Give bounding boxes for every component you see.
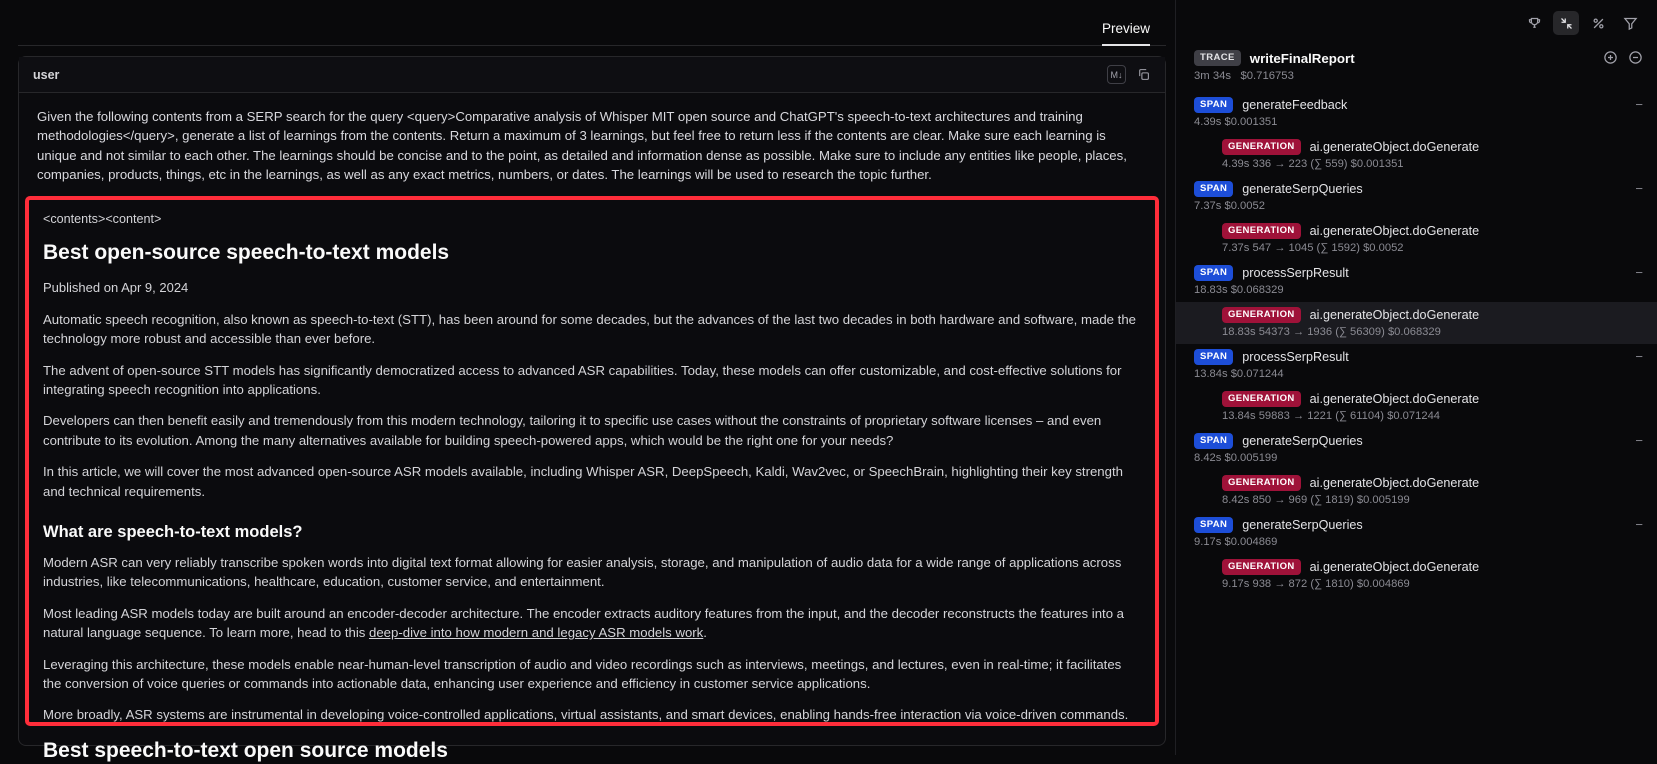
trace-node-span[interactable] [1176,176,1657,218]
node-collapse-toggle[interactable]: − [1635,97,1643,112]
message-role-label: user [33,67,60,82]
span-badge: SPAN [1194,265,1233,281]
trace-node-generation[interactable] [1176,218,1657,260]
trace-node-span[interactable] [1176,512,1657,554]
span-badge: SPAN [1194,517,1233,533]
tab-preview[interactable]: Preview [1102,21,1150,46]
trace-node-meta: 8.42s $0.005199 [1194,452,1278,464]
trace-tree[interactable] [1176,92,1657,755]
trace-node-meta: 7.37s 547 → 1045 (∑ 1592) $0.0052 [1222,242,1404,254]
trophy-icon[interactable] [1521,11,1547,35]
node-collapse-toggle[interactable]: − [1635,181,1643,196]
article-content [43,239,1141,763]
trace-node-meta: 9.17s $0.004869 [1194,536,1278,548]
trace-node-generation[interactable] [1176,470,1657,512]
trace-node-meta: 18.83s 54373 → 1936 (∑ 56309) $0.068329 [1222,326,1441,338]
article-paragraph: In this article, we will cover the most advanced open-source ASR models available, including Whisper ASR, DeepSpeech, Kaldi, Wav2vec, or SpeechBrain, highlighting their key strength and technical requirements. [43,464,1123,499]
trace-node-name: ai.generateObject.doGenerate [1309,308,1480,322]
trace-duration: 3m 34s [1194,70,1232,82]
paragraph-text: Most leading ASR models today are built around an encoder-decoder architecture. The encoder extracts auditory features from the input, and the decoder reconstructs the features into a natural language sequence. To learn more, head to this [43,605,1125,641]
trace-node-name: processSerpResult [1242,350,1349,364]
content-open-tag: <contents><content> [43,212,162,227]
generation-badge: GENERATION [1222,391,1301,407]
copy-icon[interactable] [1134,65,1153,84]
trace-meta [1194,70,1643,82]
trace-node-meta: 9.17s 938 → 872 (∑ 1810) $0.004869 [1222,578,1410,590]
generation-badge: GENERATION [1222,223,1301,239]
trace-cost: $0.716753 [1240,70,1294,82]
trace-node-meta: 4.39s $0.001351 [1194,116,1278,128]
article-paragraph: Automatic speech recognition, also known as speech-to-text (STT), has been around for some decades, but the advances of the last two decades in both hardware and software, made the technology more robust and accessible than ever before. [43,311,1136,347]
generation-badge: GENERATION [1222,139,1301,155]
node-collapse-toggle[interactable]: − [1635,349,1643,364]
filter-icon[interactable] [1617,11,1643,35]
trace-header-actions [1603,50,1643,70]
node-collapse-toggle[interactable]: − [1635,433,1643,448]
trace-node-generation[interactable] [1176,134,1657,176]
asr-deep-dive-link[interactable]: deep-dive into how modern and legacy ASR models work [369,625,704,641]
node-collapse-toggle[interactable]: − [1635,517,1643,532]
trace-node-name: processSerpResult [1242,266,1349,280]
trace-node-meta: 7.37s $0.0052 [1194,200,1265,212]
trace-title-row [1194,50,1643,66]
highlighted-content-region [25,196,1159,762]
trace-header [1176,46,1657,92]
trace-node-name: generateSerpQueries [1242,518,1363,532]
message-header-actions [1107,65,1153,84]
markdown-icon[interactable]: M↓ [1107,65,1126,84]
article-published-date: Published on Apr 9, 2024 [43,280,189,296]
percent-icon[interactable] [1585,11,1611,35]
message-card [18,56,1166,762]
trace-node-meta: 4.39s 336 → 223 (∑ 559) $0.001351 [1222,158,1404,170]
trace-node-span[interactable] [1176,260,1657,302]
span-badge: SPAN [1194,433,1233,449]
trace-node-meta: 13.84s 59883 → 1221 (∑ 61104) $0.071244 [1222,410,1441,422]
article-title: Best open-source speech-to-text models [43,241,450,265]
node-collapse-toggle[interactable]: − [1635,265,1643,280]
trace-badge: TRACE [1194,50,1241,66]
zoom-in-icon[interactable] [1603,50,1618,70]
preview-tab-bar [18,8,1166,46]
trace-node-name: generateSerpQueries [1242,434,1363,448]
zoom-out-icon[interactable] [1628,50,1643,70]
trace-pane [1175,0,1657,755]
trace-node-span[interactable] [1176,344,1657,386]
generation-badge: GENERATION [1222,559,1301,575]
trace-node-meta: 13.84s $0.071244 [1194,368,1284,380]
trace-node-name: generateSerpQueries [1242,182,1363,196]
trace-node-name: ai.generateObject.doGenerate [1309,560,1480,574]
generation-badge: GENERATION [1222,475,1301,491]
trace-node-name: generateFeedback [1242,98,1348,112]
span-badge: SPAN [1194,349,1233,365]
message-body [19,93,1165,762]
trace-node-generation[interactable] [1176,386,1657,428]
article-section-heading: What are speech-to-text models? [43,523,303,542]
trace-toolbar [1176,0,1657,46]
article-paragraph: The advent of open-source STT models has significantly democratized access to advanced ASR capabilities. Today, these models can offer customizable, and cost-effective solutions for integrating speech recognition into applications. [43,362,1122,397]
collapse-icon[interactable] [1553,11,1579,35]
article-paragraph-with-link [43,604,1141,643]
trace-name[interactable]: writeFinalReport [1249,50,1355,66]
trace-node-span[interactable] [1176,92,1657,134]
trace-node-span[interactable] [1176,428,1657,470]
span-badge: SPAN [1194,181,1233,197]
trace-node-meta: 8.42s 850 → 969 (∑ 1819) $0.005199 [1222,494,1410,506]
prompt-intro-text: Given the following contents from a SERP search for the query <query>Comparative analysis of Whisper MIT open source and ChatGPT's speech-to-text architectures and training methodologies</query>, generate a list of learnings from the contents. Return a maximum of 3 learnings, but feel free to return less if the contents are clear. Make sure each learning is unique and not similar to each other. The learnings should be concise and to the point, as detailed and information dense as possible. Make sure to include any entities like people, places, companies, products, things, etc in the learnings, as well as any exact metrics, numbers, or dates. The learnings will be used to research the topic further. [37,109,1127,182]
article-paragraph: Leveraging this architecture, these models enable near-human-level transcription of audio and video recordings such as interviews, meetings, and lectures, even in real-time; it facilitates the conversion of voice queries or commands into actionable data, enhancing user experience and efficiency in customer service applications. [43,656,1122,692]
article-paragraph: Developers can then benefit easily and tremendously from this modern technology, tailoring it to specific use cases without the constraints of proprietary software licenses – and even contribute to its evolution. Among the many alternatives available for building speech-powered apps, which would be the right one for your needs? [43,413,1102,448]
paragraph-tail: . [703,625,707,641]
generation-badge: GENERATION [1222,307,1301,323]
trace-node-generation[interactable] [1176,302,1657,344]
trace-node-name: ai.generateObject.doGenerate [1309,392,1480,406]
trace-node-name: ai.generateObject.doGenerate [1309,140,1480,154]
trace-node-generation[interactable] [1176,554,1657,596]
article-section-heading-2: Best speech-to-text open source models [43,738,448,762]
trace-node-name: ai.generateObject.doGenerate [1309,224,1480,238]
message-header [19,57,1165,93]
article-paragraph: More broadly, ASR systems are instrumental in developing voice-controlled applications, virtual assistants, and smart devices, enabling hands-free interaction via voice-driven commands. [43,707,1129,723]
article-paragraph: Modern ASR can very reliably transcribe spoken words into digital text format allowing for easier analysis, storage, and manipulation of audio data for a wide range of applications across industries, like telecommunications, healthcare, education, customer service, and entertainment. [43,555,1122,590]
trace-node-meta: 18.83s $0.068329 [1194,284,1284,296]
trace-node-name: ai.generateObject.doGenerate [1309,476,1480,490]
span-badge: SPAN [1194,97,1233,113]
